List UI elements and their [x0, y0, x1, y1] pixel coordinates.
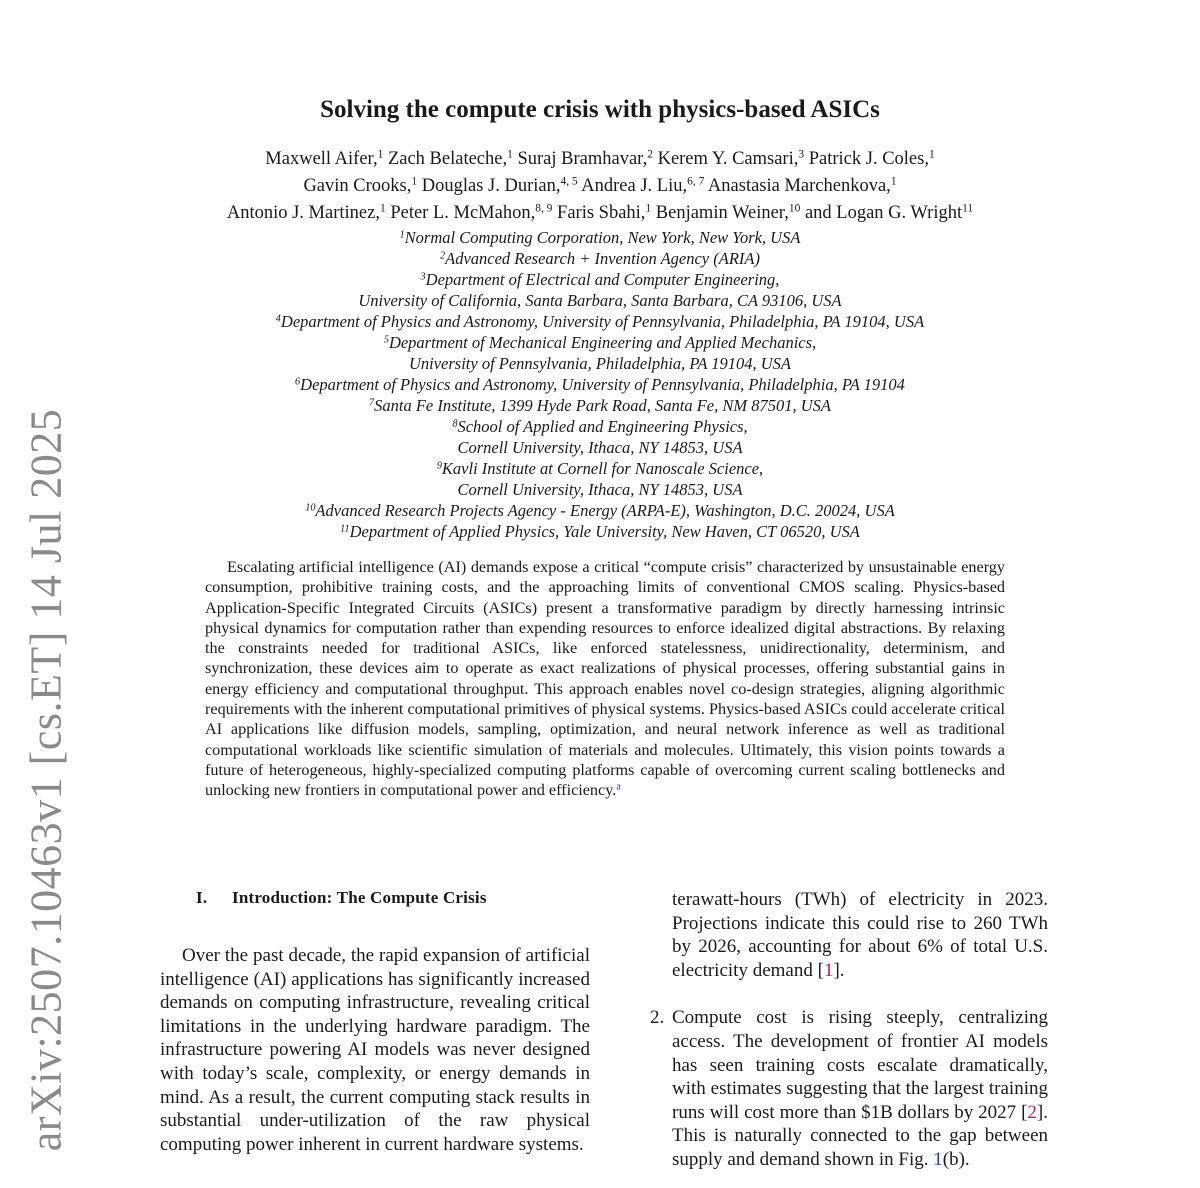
list-item-continued: terawatt-hours (TWh) of electricity in 2023. Projections indicate this could rise to 260 TWh by 2026, accounting for about 6% of total U.S. electricity demand [1].	[672, 889, 1048, 981]
author: Suraj Bramhavar,$^2$	[517, 148, 653, 169]
affiliation: $^9$Kavli Institute at Cornell for Nanoscale Science,	[436, 459, 764, 478]
arxiv-identifier-stamp	[0, 408, 92, 1152]
author: Douglas J. Durian,$^{4, 5}$	[421, 175, 578, 196]
author: Patrick J. Coles,$^1$	[808, 148, 935, 169]
affiliation: $^1$Normal Computing Corporation, New York, New York, USA	[399, 228, 801, 247]
author: Peter L. McMahon,$^{8, 9}$	[390, 202, 553, 223]
affiliation: University of Pennsylvania, Philadelphia, PA 19104, USA	[408, 354, 792, 373]
author: Gavin Crooks,$^1$	[303, 175, 418, 196]
paper-title: Solving the compute crisis with physics-based ASICs	[320, 96, 880, 123]
author-line	[150, 200, 1050, 227]
affiliation: $^3$Department of Electrical and Computer Engineering,	[420, 270, 780, 289]
author: Benjamin Weiner,$^{10}$	[655, 202, 801, 223]
affiliation: $^4$Department of Physics and Astronomy, University of Pennsylvania, Philadelphia, PA 19104, USA	[275, 312, 925, 331]
author: Kerem Y. Camsari,$^3$	[657, 148, 805, 169]
author-list	[150, 146, 1050, 227]
affiliation-list	[150, 227, 1050, 542]
author: and Logan G. Wright$^{11}$	[804, 202, 974, 223]
author: Antonio J. Martinez,$^1$	[226, 202, 386, 223]
author-line	[150, 173, 1050, 200]
affiliation: $^{10}$Advanced Research Projects Agency - Energy (ARPA-E), Washington, D.C. 20024, USA	[305, 501, 895, 520]
section-title: Introduction: The Compute Crisis	[232, 888, 487, 907]
section-heading	[196, 888, 590, 908]
citation-link[interactable]: 1	[823, 959, 834, 981]
affiliation: $^2$Advanced Research + Invention Agency (ARIA)	[440, 249, 760, 268]
right-column	[648, 888, 1048, 1172]
list-item: 2. Compute cost is rising steeply, centralizing access. The development of frontier AI models has seen training costs escalate dramatically, with estimates suggesting that the largest training runs will cost more than $1B dollars by 2027 [2]. This is naturally connected to the gap between supply and demand shown in Fig. 1(b).	[650, 1007, 1048, 1170]
author: Anastasia Marchenkova,$^1$	[707, 175, 897, 196]
arxiv-identifier-text: arXiv:2507.10463v1 [cs.ET] 14 Jul 2025	[21, 408, 71, 1152]
author: Faris Sbahi,$^1$	[557, 202, 652, 223]
author: Andrea J. Liu,$^{6, 7}$	[581, 175, 705, 196]
citation-link[interactable]: 2	[1027, 1101, 1037, 1123]
affiliation: $^{11}$Department of Applied Physics, Yale University, New Haven, CT 06520, USA	[340, 522, 860, 541]
section-number: I.	[196, 888, 208, 907]
affiliation: $^8$School of Applied and Engineering Physics,	[452, 417, 748, 436]
figure-reference-link[interactable]: 1	[933, 1148, 943, 1170]
author: Maxwell Aifer,$^1$	[265, 148, 384, 169]
abstract-text: Escalating artificial intelligence (AI) demands expose a critical “compute crisis” characterized by unsustainable energy consumption, prohibitive training costs, and the approaching limits of conventional CMOS scaling. Physics-based Application-Specific Integrated Circuits (ASICs) present a transformative paradigm by directly harnessing intrinsic physical dynamics for computation rather than expending resources to enforce idealized digital abstractions. By relaxing the constraints needed for traditional ASICs, like enforced statelessness, unidirectionality, determinism, and synchronization, these devices aim to operate as exact realizations of physical processes, offering substantial gains in energy efficiency and computational throughput. This approach enables novel co-design strategies, aligning algorithmic requirements with the inherent computational primitives of physical systems. Physics-based ASICs could accelerate critical AI applications like diffusion models, sampling, optimization, and neural network inference as well as traditional computational workloads like scientific simulation of materials and molecules. Ultimately, this vision points towards a future of heterogeneous, highly-specialized computing platforms capable of overcoming current scaling bottlenecks and unlocking new frontiers in computational power and efficiency.	[205, 558, 1005, 800]
affiliation: Cornell University, Ithaca, NY 14853, USA	[457, 480, 743, 499]
affiliation: Cornell University, Ithaca, NY 14853, USA	[457, 438, 743, 457]
footnote-marker-link[interactable]: a	[616, 781, 621, 793]
left-column	[160, 888, 590, 1156]
intro-paragraph: Over the past decade, the rapid expansion of artificial intelligence (AI) applications has significantly increased demands on computing infrastructure, revealing critical limitations in the underlying hardware paradigm. The infrastructure powering AI models was never designed with today’s scale, complexity, or energy demands in mind. As a result, the current computing stack results in substantial under-utilization of the raw physical computing power inherent in current hardware systems.	[160, 945, 590, 1155]
abstract	[205, 557, 1005, 801]
affiliation: $^6$Department of Physics and Astronomy, University of Pennsylvania, Philadelphia, PA 19104	[295, 375, 905, 394]
list-marker: 2.	[650, 1007, 665, 1029]
author: Zach Belateche,$^1$	[387, 148, 513, 169]
affiliation: University of California, Santa Barbara, Santa Barbara, CA 93106, USA	[358, 291, 842, 310]
affiliation: $^7$Santa Fe Institute, 1399 Hyde Park Road, Santa Fe, NM 87501, USA	[369, 396, 831, 415]
author-line	[150, 146, 1050, 173]
affiliation: $^5$Department of Mechanical Engineering and Applied Mechanics,	[383, 333, 817, 352]
